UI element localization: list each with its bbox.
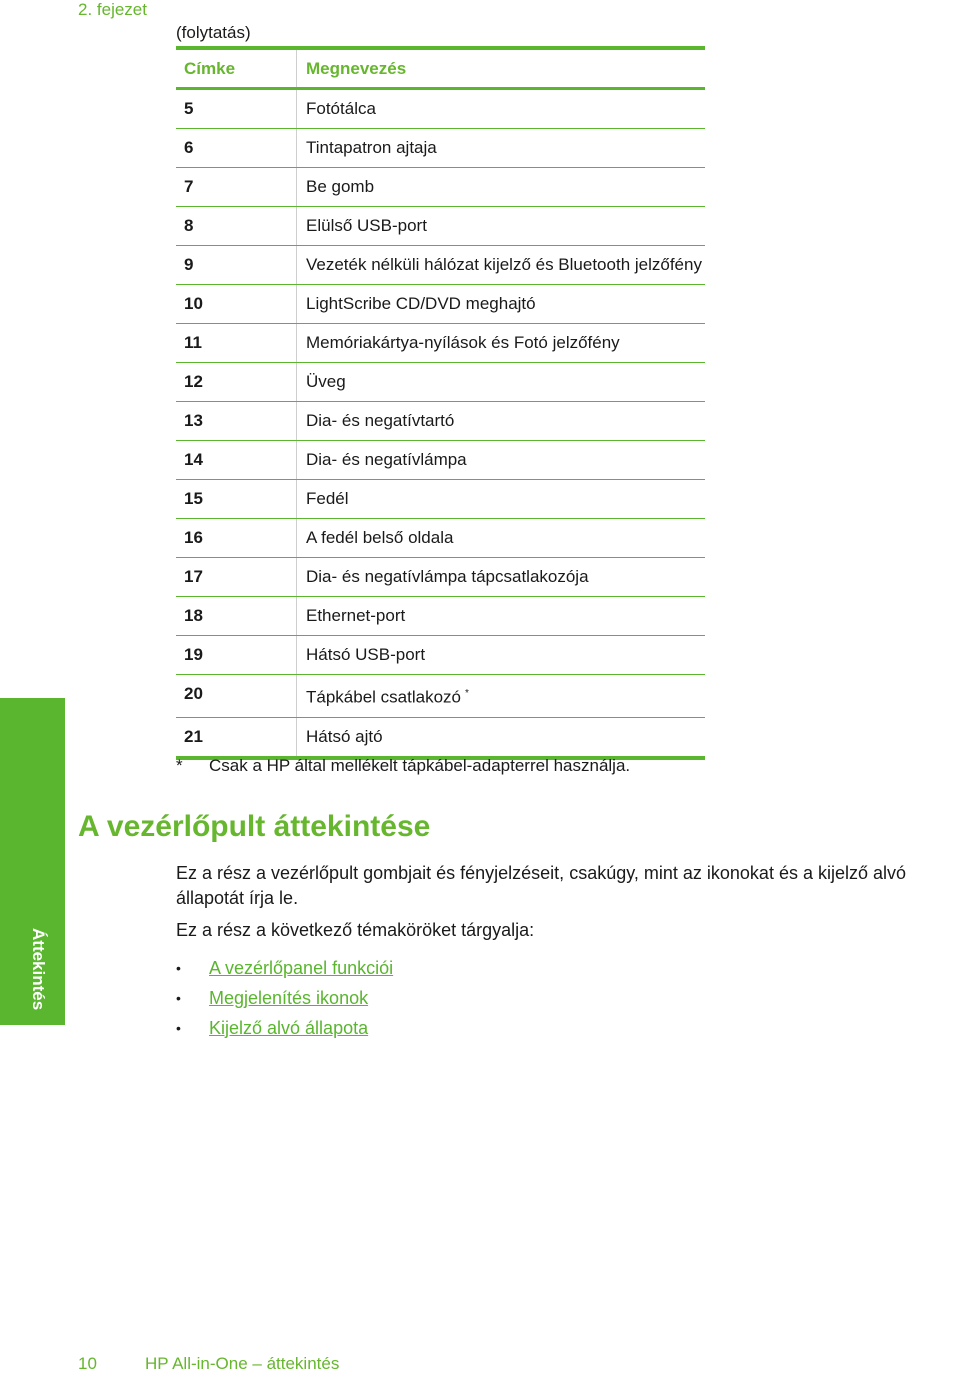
table-header bbox=[176, 50, 705, 87]
row-label: 20 bbox=[176, 675, 297, 717]
row-name bbox=[297, 246, 705, 284]
table-row bbox=[176, 168, 705, 207]
chapter-header: 2. fejezet bbox=[78, 0, 147, 19]
footnote-text: Csak a HP által mellékelt tápkábel-adapterrel használja. bbox=[209, 756, 631, 775]
row-label: 8 bbox=[176, 207, 297, 245]
row-name bbox=[297, 558, 705, 596]
row-name bbox=[297, 480, 705, 518]
table-row bbox=[176, 402, 705, 441]
link-display-sleep[interactable]: Kijelző alvó állapota bbox=[209, 1017, 369, 1038]
header-name: Megnevezés bbox=[306, 58, 407, 78]
row-name bbox=[297, 207, 705, 245]
page-number: 10 bbox=[78, 1354, 97, 1373]
row-name bbox=[297, 718, 705, 756]
row-name bbox=[297, 363, 705, 401]
topics-lead: Ez a rész a következő témaköröket tárgyalja: bbox=[176, 920, 535, 940]
row-name-text: Dia- és negatívtartó bbox=[306, 411, 455, 430]
row-label: 19 bbox=[176, 636, 297, 674]
row-name bbox=[297, 285, 705, 323]
row-name-text: LightScribe CD/DVD meghajtó bbox=[306, 294, 536, 313]
continued-label: (folytatás) bbox=[176, 23, 251, 42]
table-row bbox=[176, 480, 705, 519]
row-name bbox=[297, 402, 705, 440]
row-name-text: Dia- és negatívlámpa bbox=[306, 450, 467, 469]
row-name-text: Elülső USB-port bbox=[306, 216, 427, 235]
table-row bbox=[176, 441, 705, 480]
bullet-icon: • bbox=[176, 960, 181, 976]
table-row bbox=[176, 363, 705, 402]
table-row bbox=[176, 324, 705, 363]
row-name bbox=[297, 90, 705, 128]
row-name-text: Tintapatron ajtaja bbox=[306, 138, 437, 157]
header-label: Címke bbox=[176, 50, 297, 87]
footnote-ref: * bbox=[464, 688, 469, 699]
bullet-icon: • bbox=[176, 1020, 181, 1036]
row-name bbox=[297, 597, 705, 635]
row-label: 18 bbox=[176, 597, 297, 635]
table-row bbox=[176, 90, 705, 129]
row-label: 21 bbox=[176, 718, 297, 756]
row-name-text: Vezeték nélküli hálózat kijelző és Bluetooth jelzőfény bbox=[306, 255, 702, 274]
row-name-text: Hátsó ajtó bbox=[306, 726, 383, 746]
table-row bbox=[176, 718, 705, 756]
row-label: 12 bbox=[176, 363, 297, 401]
row-name bbox=[297, 129, 705, 167]
row-label: 6 bbox=[176, 129, 297, 167]
footer-title: HP All-in-One – áttekintés bbox=[145, 1354, 340, 1373]
row-label: 9 bbox=[176, 246, 297, 284]
row-name-text: Memóriakártya-nyílások és Fotó jelzőfény bbox=[306, 333, 620, 352]
row-name-text: Fedél bbox=[306, 489, 349, 508]
row-label: 10 bbox=[176, 285, 297, 323]
row-name bbox=[297, 519, 705, 557]
row-name bbox=[297, 324, 705, 362]
row-label: 16 bbox=[176, 519, 297, 557]
row-name-text: Tápkábel csatlakozó bbox=[306, 687, 461, 707]
side-tab-label: Áttekintés bbox=[29, 928, 48, 1011]
footnote-mark: * bbox=[176, 756, 183, 775]
table-row bbox=[176, 558, 705, 597]
row-name-text: Ethernet-port bbox=[306, 606, 406, 625]
link-control-panel-features[interactable]: A vezérlőpanel funkciói bbox=[209, 957, 394, 978]
row-label: 13 bbox=[176, 402, 297, 440]
row-label: 5 bbox=[176, 90, 297, 128]
row-name-text: Be gomb bbox=[306, 177, 375, 196]
table-row bbox=[176, 597, 705, 636]
table-row bbox=[176, 636, 705, 675]
section-title: A vezérlőpult áttekintése bbox=[78, 810, 431, 843]
parts-table bbox=[176, 46, 705, 760]
table-row bbox=[176, 675, 705, 718]
row-name bbox=[297, 441, 705, 479]
row-name-text: Dia- és negatívlámpa tápcsatlakozója bbox=[306, 567, 589, 586]
row-name bbox=[297, 636, 705, 674]
link-display-icons[interactable]: Megjelenítés ikonok bbox=[209, 987, 369, 1008]
bullet-icon: • bbox=[176, 990, 181, 1006]
section-intro: Ez a rész a vezérlőpult gombjait és fényjelzéseit, csakúgy, mint az ikonokat és a kijelző alvó állapotát írja le. bbox=[176, 863, 907, 908]
table-row bbox=[176, 519, 705, 558]
table-row bbox=[176, 129, 705, 168]
table-footnote bbox=[176, 756, 630, 776]
row-label: 7 bbox=[176, 168, 297, 206]
row-name bbox=[297, 168, 705, 206]
page-footer bbox=[78, 1354, 339, 1374]
row-name bbox=[297, 675, 705, 717]
row-name-text: A fedél belső oldala bbox=[306, 528, 454, 547]
table-row bbox=[176, 207, 705, 246]
table-body bbox=[176, 90, 705, 756]
row-label: 15 bbox=[176, 480, 297, 518]
list-item bbox=[176, 983, 393, 1013]
row-label: 17 bbox=[176, 558, 297, 596]
table-row bbox=[176, 285, 705, 324]
topic-list bbox=[176, 953, 393, 1043]
row-name-text: Üveg bbox=[306, 372, 346, 391]
row-label: 14 bbox=[176, 441, 297, 479]
row-name-text: Hátsó USB-port bbox=[306, 645, 426, 664]
list-item bbox=[176, 1013, 393, 1043]
row-label: 11 bbox=[176, 324, 297, 362]
table-row bbox=[176, 246, 705, 285]
list-item bbox=[176, 953, 393, 983]
row-name-text: Fotótálca bbox=[306, 99, 376, 118]
